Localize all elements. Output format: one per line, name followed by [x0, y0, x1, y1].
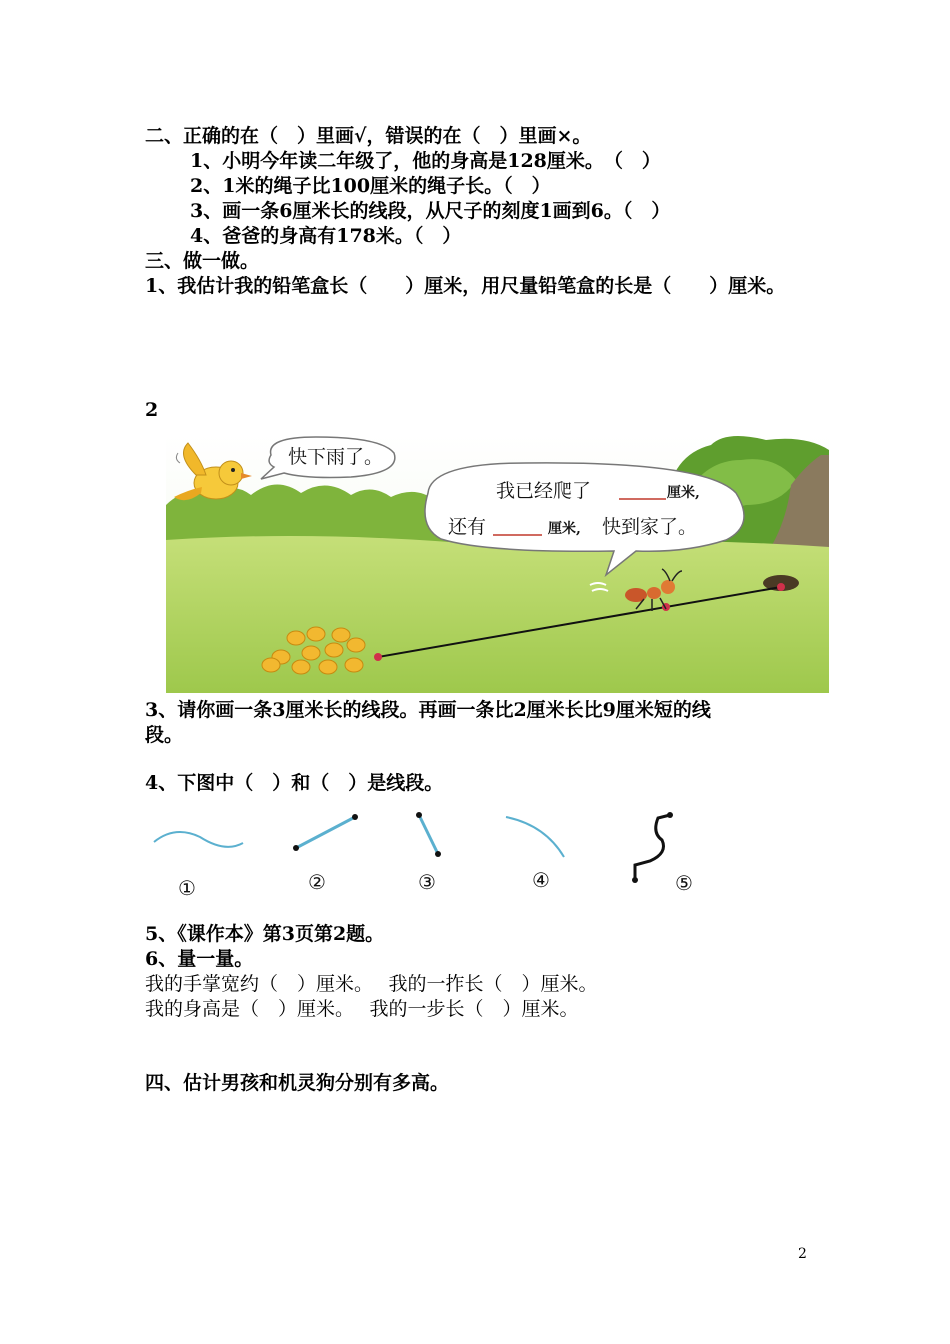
section3-question-4: 4、下图中（ ）和（ ）是线段。 [145, 772, 444, 794]
ant-speech-line2-end: 快到家了。 [602, 516, 698, 538]
ant-speech-line1: 我已经爬了 [496, 480, 592, 502]
shape-label-3: ③ [418, 870, 436, 894]
ant-speech-unit1: 厘米, [667, 485, 700, 501]
section2-item-3: 3、画一条6厘米长的线段，从尺子的刻度1画到6。（ ） [190, 200, 671, 222]
shape-2-endpoint-a [293, 845, 299, 851]
shape-4-arc [506, 817, 564, 857]
bird-speech-text: 快下雨了。 [288, 446, 384, 468]
ant-scene-illustration [166, 435, 829, 693]
shape-label-1: ① [178, 876, 196, 900]
shape-label-4: ④ [532, 868, 550, 892]
section3-heading: 三、做一做。 [145, 250, 260, 272]
section4-heading: 四、估计男孩和机灵狗分别有多高。 [145, 1072, 450, 1094]
shape-2-endpoint-b [352, 814, 358, 820]
section3-question-6: 6、量一量。 [145, 948, 254, 970]
shape-3-segment [419, 815, 438, 854]
section2-item-1: 1、小明今年读二年级了，他的身高是128厘米。 （ ） [190, 150, 661, 172]
shape-1-curve [154, 832, 243, 847]
shape-3-endpoint-a [416, 812, 422, 818]
shape-label-2: ② [308, 870, 326, 894]
shape-5-squiggle [635, 815, 670, 880]
section3-question-3-line2: 段。 [145, 724, 184, 746]
section3-question-6-line1: 我的手掌宽约（ ）厘米。 我的一拃长（ ）厘米。 [145, 973, 598, 995]
section2-item-4: 4、爸爸的身高有178米。（ ） [190, 225, 462, 247]
shape-5-endpoint-b [632, 877, 638, 883]
shape-label-5: ⑤ [675, 871, 693, 895]
line-shapes-figure [140, 805, 720, 900]
ant-speech-line2-start: 还有 [448, 516, 487, 538]
shape-2-segment [296, 817, 355, 848]
section3-question-6-line2: 我的身高是（ ）厘米。 我的一步长（ ）厘米。 [145, 998, 579, 1020]
page-number: 2 [798, 1246, 807, 1262]
section3-question-3-line1: 3、请你画一条3厘米长的线段。再画一条比2厘米长比9厘米短的线 [145, 699, 711, 721]
section3-question-1: 1、我估计我的铅笔盒长（ ）厘米，用尺量铅笔盒的长是（ ）厘米。 [145, 275, 786, 297]
shape-5-endpoint-a [667, 812, 673, 818]
section2-heading: 二、正确的在（ ）里画√，错误的在（ ）里画×。 [145, 125, 592, 147]
section2-item-2: 2、1米的绳子比100厘米的绳子长。（ ） [190, 175, 551, 197]
ant-speech-unit2: 厘米, [548, 521, 581, 537]
segment-start-point [374, 653, 382, 661]
section3-question-2-number: 2 [145, 399, 159, 421]
shape-3-endpoint-b [435, 851, 441, 857]
section3-question-5: 5、《课作本》第3页第2题。 [145, 923, 385, 945]
segment-end-point [777, 583, 785, 591]
